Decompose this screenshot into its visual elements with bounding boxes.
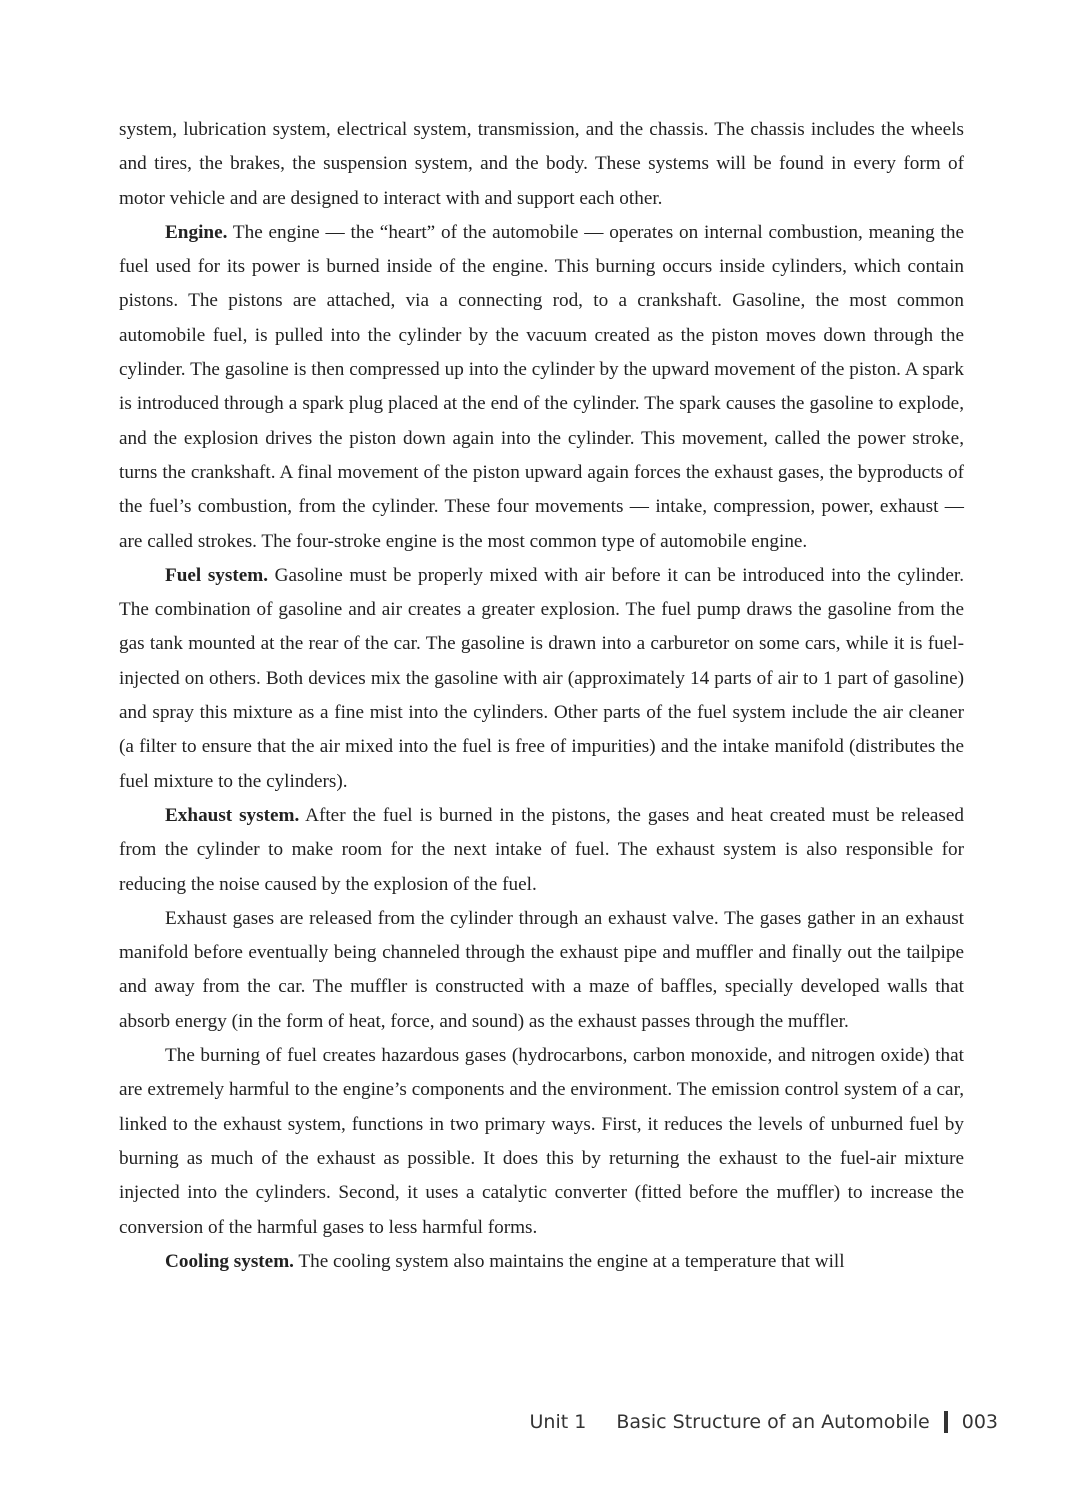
- paragraph-text: After the fuel is burned in the pistons, the gases and heat created must be released from the cylinder to make room for the next intake of fuel. The exhaust system is also responsible for reducing the noise caused by the explosion of the fuel.: [119, 804, 964, 895]
- paragraph-exhaust-system: [119, 799, 964, 902]
- paragraph-fuel-system: [119, 559, 964, 799]
- paragraph-cooling-system: [119, 1245, 964, 1279]
- footer-unit-label: Unit 1: [529, 1411, 587, 1433]
- paragraph-heading: Engine.: [165, 221, 228, 243]
- paragraph-intro-continued: [119, 113, 964, 216]
- paragraph-text: The engine — the “heart” of the automobile — operates on internal combustion, meaning the fuel used for its power is burned inside of the engine. This burning occurs inside cylinders, which contain pistons. The pistons are attached, via a connecting rod, to a crankshaft. Gasoline, the most common automobile fuel, is pulled into the cylinder by the vacuum created as the piston moves down through the cylinder. The gasoline is then compressed up into the cylinder by the upward movement of the piston. A spark is introduced through a spark plug placed at the end of the cylinder. The spark causes the gasoline to explode, and the explosion drives the piston down again into the cylinder. This movement, called the power stroke, turns the crankshaft. A final movement of the piston upward again forces the exhaust gases, the byproducts of the fuel’s combustion, from the cylinder. These four movements — intake, compression, power, exhaust — are called strokes. The four-stroke engine is the most common type of automobile engine.: [119, 221, 964, 552]
- footer-separator-bar: [944, 1411, 948, 1433]
- paragraph-text: Exhaust gases are released from the cylinder through an exhaust valve. The gases gather in an exhaust manifold before eventually being channeled through the exhaust pipe and muffler and finally out the tailpipe and away from the car. The muffler is constructed with a maze of baffles, specially developed walls that absorb energy (in the form of heat, force, and sound) as the exhaust passes through the muffler.: [119, 907, 964, 1032]
- paragraph-heading: Fuel system.: [165, 564, 269, 586]
- body-text: [119, 113, 964, 1279]
- footer-chapter-title: Basic Structure of an Automobile: [616, 1411, 930, 1433]
- paragraph-emission-control: [119, 1039, 964, 1245]
- paragraph-text: The burning of fuel creates hazardous gases (hydrocarbons, carbon monoxide, and nitrogen oxide) that are extremely harmful to the engine’s components and the environment. The emission control system of a car, linked to the exhaust system, functions in two primary ways. First, it reduces the levels of unburned fuel by burning as much of the exhaust as possible. It does this by returning the exhaust to the fuel-air mixture injected into the cylinders. Second, it uses a catalytic converter (fitted before the muffler) to increase the conversion of the harmful gases to less harmful forms.: [119, 1045, 964, 1238]
- paragraph-heading: Cooling system.: [165, 1250, 294, 1272]
- paragraph-text: system, lubrication system, electrical system, transmission, and the chassis. The chassis includes the wheels and tires, the brakes, the suspension system, and the body. These systems will be found in every form of motor vehicle and are designed to interact with and support each other.: [119, 119, 964, 209]
- paragraph-text: Gasoline must be properly mixed with air before it can be introduced into the cylinder. The combination of gasoline and air creates a greater explosion. The fuel pump draws the gasoline from the gas tank mounted at the rear of the car. The gasoline is drawn into a carburetor on some cars, while it is fuel-injected on others. Both devices mix the gasoline with air (approximately 14 parts of air to 1 part of gasoline) and spray this mixture as a fine mist into the cylinders. Other parts of the fuel system include the air cleaner (a filter to ensure that the air mixed into the fuel is free of impurities) and the intake manifold (distributes the fuel mixture to the cylinders).: [119, 564, 964, 792]
- page-footer: [530, 1408, 998, 1436]
- paragraph-exhaust-gases: [119, 902, 964, 1039]
- paragraph-text: The cooling system also maintains the engine at a temperature that will: [293, 1250, 845, 1272]
- paragraph-engine: [119, 216, 964, 559]
- page-number: 003: [961, 1411, 998, 1433]
- paragraph-heading: Exhaust system.: [165, 804, 300, 826]
